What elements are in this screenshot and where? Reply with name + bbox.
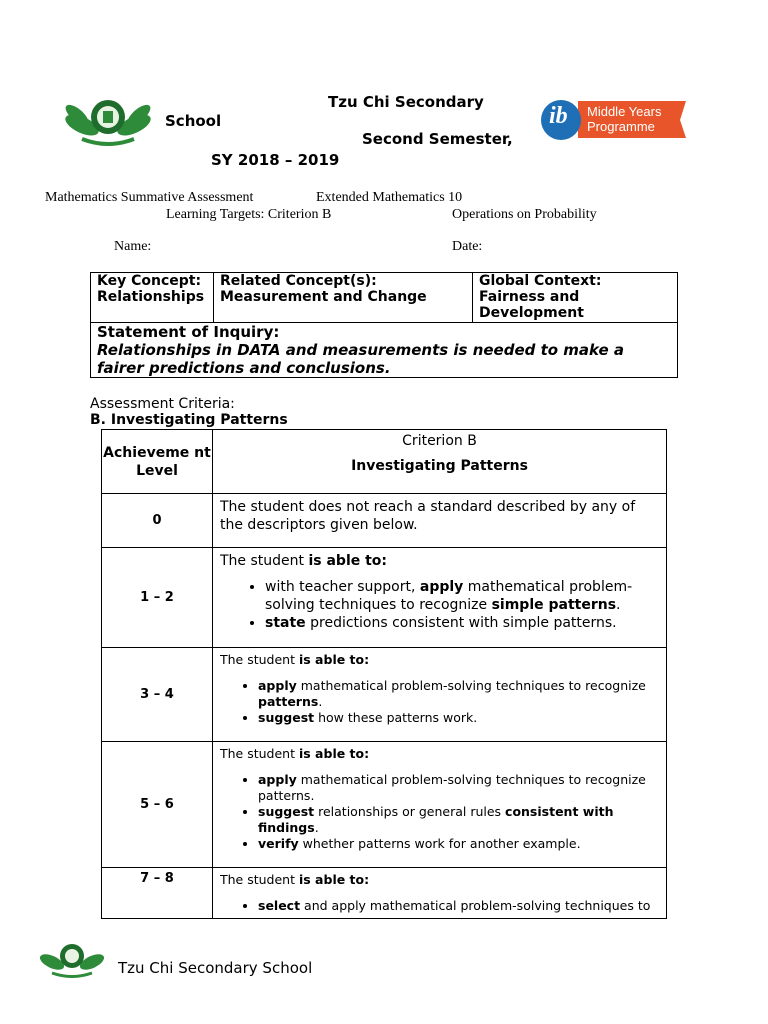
t: mathematical problem-solving techniques to recognize patterns.	[258, 772, 646, 803]
level-value: 3 – 4	[140, 687, 174, 702]
related-concept-cell	[214, 273, 473, 323]
t: consistent with findings	[258, 804, 614, 835]
criterion-table	[101, 429, 667, 919]
criterion-header-label: Criterion B	[402, 433, 477, 449]
t: mathematical problem-solving techniques to recognize	[296, 678, 646, 693]
ib-myp-logo	[540, 98, 686, 142]
intro-bold: is able to:	[298, 872, 370, 887]
global-context-label: Global Context:	[479, 273, 602, 289]
descriptor-cell-3	[213, 742, 667, 868]
assessment-title: Mathematics Summative Assessment	[45, 190, 254, 205]
t: mathematical problem-solving techniques to recognize	[265, 579, 633, 613]
descriptor-text: The student does not reach a standard described by any of the descriptors given below.	[220, 499, 636, 533]
intro-bold: is able to:	[308, 553, 388, 569]
level-cell-2	[102, 648, 213, 742]
t: verify	[258, 836, 299, 851]
t: .	[314, 820, 319, 835]
descriptor-cell-0	[213, 494, 667, 548]
ib-logo-line2: Programme	[587, 119, 655, 134]
list-item	[258, 772, 659, 804]
level-cell-3	[102, 742, 213, 868]
school-logo	[62, 95, 154, 147]
related-concept-value: Measurement and Change	[220, 289, 427, 305]
t: how these patterns work.	[314, 710, 478, 725]
list-item	[258, 898, 659, 914]
criterion-header-title: Investigating Patterns	[351, 458, 528, 474]
key-concept-cell	[91, 273, 214, 323]
inquiry-cell	[91, 323, 678, 378]
course-name: Extended Mathematics 10	[316, 190, 463, 205]
related-concept-label: Related Concept(s):	[220, 273, 377, 289]
inquiry-label: Statement of Inquiry:	[97, 323, 280, 341]
assessment-criteria-label: Assessment Criteria:	[90, 396, 235, 412]
level-value: 5 – 6	[140, 797, 174, 812]
concepts-table	[90, 272, 678, 378]
t: .	[318, 694, 323, 709]
list-item	[265, 578, 659, 614]
intro-text: The student	[220, 746, 299, 761]
intro-bold: is able to:	[298, 652, 370, 667]
descriptor-cell-2	[213, 648, 667, 742]
list-item	[258, 804, 659, 836]
intro-text: The student	[220, 553, 309, 569]
school-name-line1: Tzu Chi Secondary	[328, 93, 484, 111]
t: relationships or general rules	[314, 804, 506, 819]
intro-bold: is able to:	[298, 746, 370, 761]
level-cell-4	[102, 868, 213, 919]
t: .	[616, 597, 621, 613]
t: apply	[258, 772, 297, 787]
topic: Operations on Probability	[452, 207, 597, 222]
level-value: 7 – 8	[140, 871, 174, 886]
t: simple patterns	[491, 597, 617, 613]
t: and apply mathematical problem-solving techniques to	[300, 898, 651, 913]
t: suggest	[258, 804, 315, 819]
semester: Second Semester,	[362, 130, 513, 148]
t: apply	[258, 678, 297, 693]
list-item	[258, 710, 659, 726]
school-name-line2: School	[165, 112, 222, 130]
t: with teacher support,	[265, 579, 420, 595]
inquiry-text: Relationships in DATA and measurements is needed to make a fairer predictions and conclusions.	[97, 341, 624, 377]
global-context-value2: Development	[479, 305, 584, 321]
list-item	[258, 678, 659, 710]
t: predictions consistent with simple patterns.	[305, 615, 617, 631]
ib-logo-line1: Middle Years	[587, 104, 662, 119]
level-cell-0	[102, 494, 213, 548]
key-concept-label: Key Concept:	[97, 273, 202, 289]
ib-mark-text: ib	[549, 103, 568, 129]
footer-logo	[38, 940, 106, 978]
date-label: Date:	[452, 239, 483, 254]
t: apply	[419, 579, 464, 595]
level-value: 1 – 2	[140, 590, 174, 605]
level-cell-1	[102, 548, 213, 648]
descriptor-cell-4	[213, 868, 667, 919]
t: select	[258, 898, 301, 913]
global-context-cell	[473, 273, 678, 323]
school-year: SY 2018 – 2019	[211, 151, 340, 169]
intro-text: The student	[220, 872, 299, 887]
list-item	[265, 614, 659, 632]
criterion-header	[213, 430, 667, 494]
criteria-title: B. Investigating Patterns	[90, 412, 288, 428]
learning-targets: Learning Targets: Criterion B	[166, 207, 332, 222]
list-item	[258, 836, 659, 852]
t: suggest	[258, 710, 315, 725]
t: whether patterns work for another example.	[298, 836, 581, 851]
key-concept-value: Relationships	[97, 289, 205, 305]
name-label: Name:	[114, 239, 152, 254]
t: patterns	[258, 694, 319, 709]
level-value: 0	[152, 513, 162, 528]
level-header-text: Achieveme nt Level	[103, 444, 211, 479]
t: state	[265, 615, 306, 631]
level-header	[102, 430, 213, 494]
global-context-value1: Fairness and	[479, 289, 580, 305]
descriptor-cell-1	[213, 548, 667, 648]
intro-text: The student	[220, 652, 299, 667]
footer-school-name: Tzu Chi Secondary School	[118, 959, 313, 977]
